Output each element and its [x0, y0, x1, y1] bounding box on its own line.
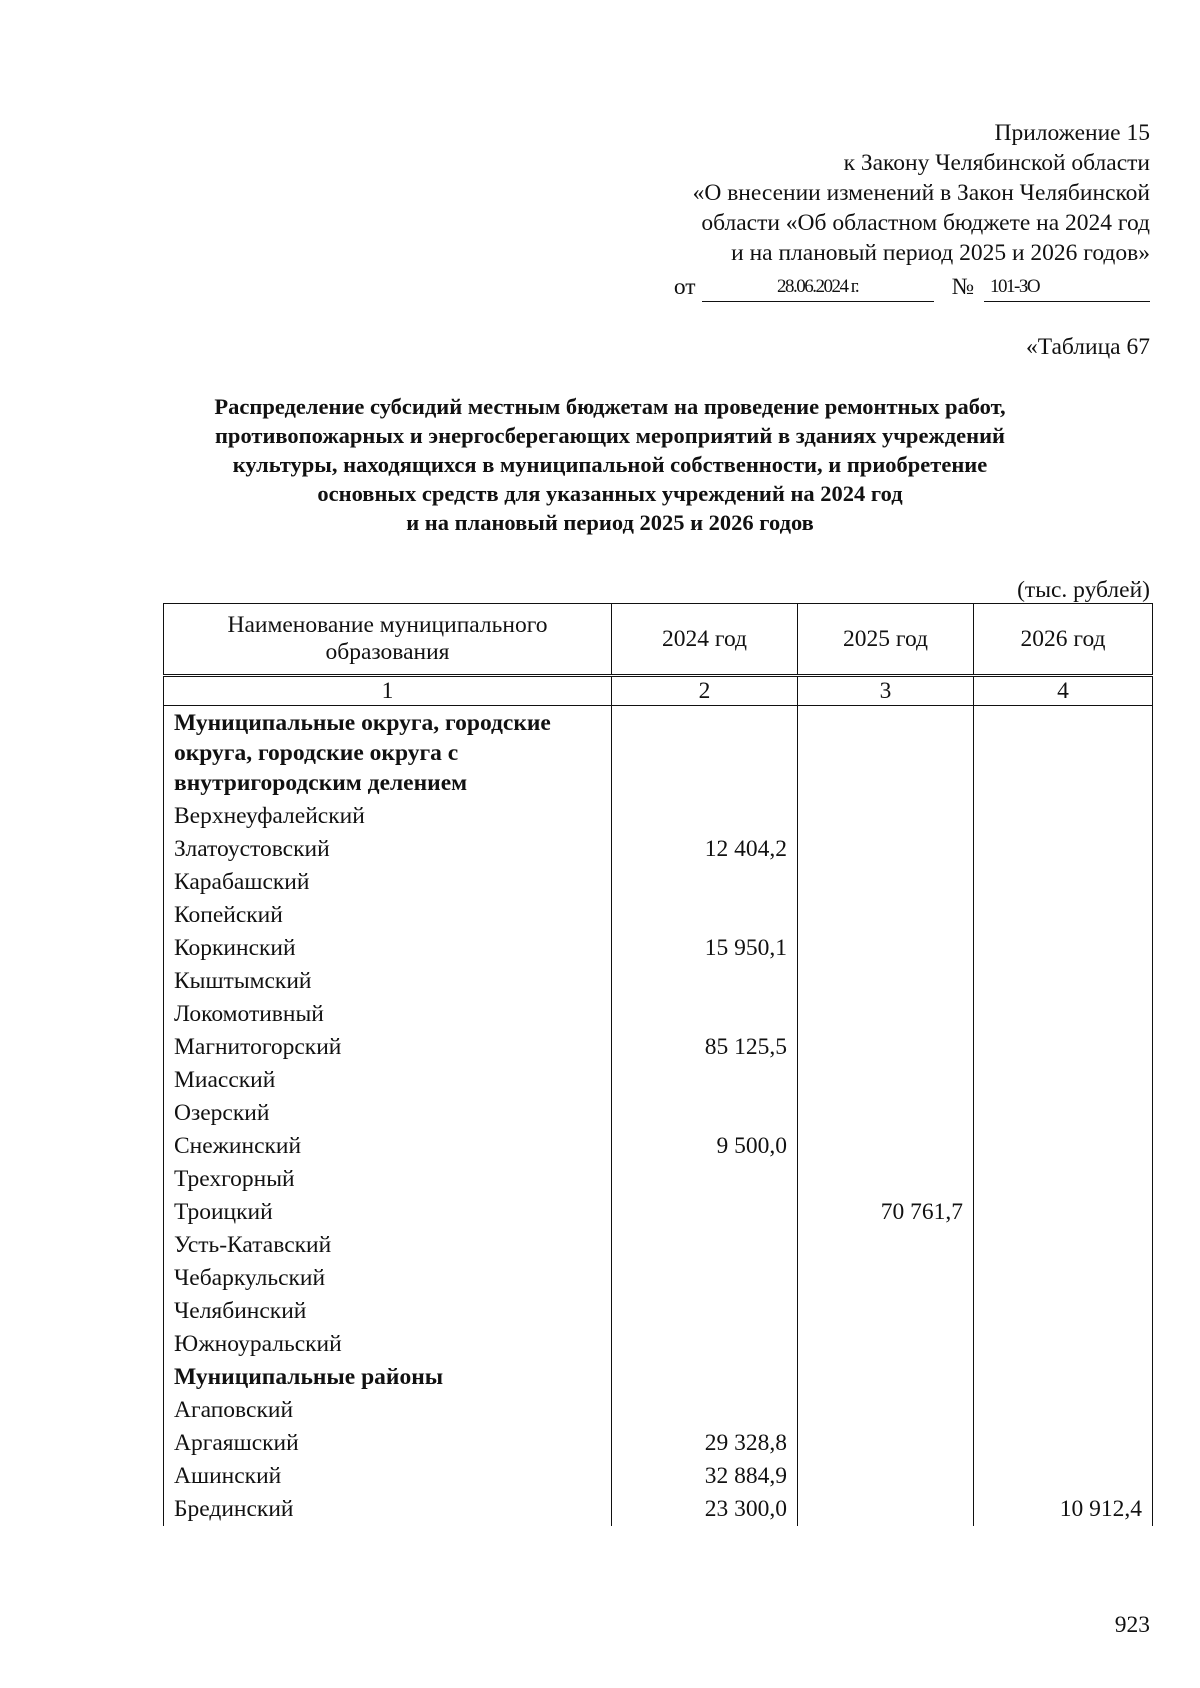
- value-2024: [612, 1229, 798, 1262]
- table-row: [164, 1229, 1153, 1262]
- value-2025: [798, 1064, 974, 1097]
- header-2026: 2026 год: [974, 604, 1153, 676]
- municipality-name: Трехгорный: [164, 1163, 612, 1196]
- column-number-row: [164, 676, 1153, 706]
- table-row: [164, 932, 1153, 965]
- date-prefix: от: [673, 274, 696, 300]
- municipality-name: Троицкий: [164, 1196, 612, 1229]
- value-2024: [612, 1196, 798, 1229]
- value-2024: [612, 1394, 798, 1427]
- value-2025: 70 761,7: [798, 1196, 974, 1229]
- table-header-row: [164, 604, 1153, 676]
- value-2024: 15 950,1: [612, 932, 798, 965]
- table-row: [164, 1262, 1153, 1295]
- value-2025: [798, 1460, 974, 1493]
- table-label: «Таблица 67: [1025, 334, 1150, 360]
- value-2026: [974, 932, 1153, 965]
- table-row: [164, 1031, 1153, 1064]
- value-2024: 9 500,0: [612, 1130, 798, 1163]
- municipality-name: Верхнеуфалейский: [164, 800, 612, 833]
- value-2024: 12 404,2: [612, 833, 798, 866]
- value-2025: [798, 1427, 974, 1460]
- value-2026: [974, 1328, 1153, 1361]
- value-2025: [798, 1031, 974, 1064]
- value-2026: [974, 998, 1153, 1031]
- value-2026: 10 912,4: [974, 1493, 1153, 1526]
- value-2026: [974, 866, 1153, 899]
- value-2024: [612, 1328, 798, 1361]
- header-line-1: Приложение 15: [994, 120, 1150, 146]
- law-number: 101-ЗО: [984, 274, 1150, 302]
- header-line-3: «О внесении изменений в Закон Челябинской: [692, 180, 1150, 206]
- title-line-4: основных средств для указанных учреждений на 2024 год: [317, 481, 903, 506]
- law-date: 28.06.2024 г.: [702, 274, 934, 302]
- value-2026: [974, 1427, 1153, 1460]
- municipality-name: Усть-Катавский: [164, 1229, 612, 1262]
- value-2024: 32 884,9: [612, 1460, 798, 1493]
- value-2025: [798, 1328, 974, 1361]
- municipality-name: Южноуральский: [164, 1328, 612, 1361]
- municipality-name: Снежинский: [164, 1130, 612, 1163]
- value-2024: [612, 998, 798, 1031]
- title-line-5: и на плановый период 2025 и 2026 годов: [406, 510, 814, 535]
- municipality-name: Озерский: [164, 1097, 612, 1130]
- column-number: 2: [612, 676, 798, 706]
- document-title: [150, 392, 1070, 537]
- value-2024: [612, 866, 798, 899]
- value-2025: [798, 1493, 974, 1526]
- value-2026: [974, 1394, 1153, 1427]
- municipality-name: Ашинский: [164, 1460, 612, 1493]
- value-2024: [612, 1295, 798, 1328]
- value-2026: [974, 1460, 1153, 1493]
- table-row: [164, 1460, 1153, 1493]
- group-title: Муниципальные районы: [164, 1361, 612, 1394]
- value-2025: [798, 932, 974, 965]
- table-row: [164, 1196, 1153, 1229]
- value-2026: [974, 800, 1153, 833]
- value-2025: [798, 965, 974, 998]
- number-prefix: №: [951, 274, 974, 300]
- title-line-3: культуры, находящихся в муниципальной собственности, и приобретение: [232, 452, 988, 477]
- units-label: (тыс. рублей): [1017, 577, 1150, 603]
- table-row: [164, 1394, 1153, 1427]
- value-2024: [612, 1097, 798, 1130]
- value-2026: [974, 1130, 1153, 1163]
- value-2026: [974, 1097, 1153, 1130]
- table-row: [164, 1163, 1153, 1196]
- value-2025: [798, 1394, 974, 1427]
- value-2025: [798, 1262, 974, 1295]
- value-2024: [612, 1262, 798, 1295]
- header-line-5: и на плановый период 2025 и 2026 годов»: [731, 240, 1150, 266]
- municipality-name: Челябинский: [164, 1295, 612, 1328]
- table-row: [164, 965, 1153, 998]
- value-2024: [612, 1064, 798, 1097]
- column-number: 4: [974, 676, 1153, 706]
- table-row: [164, 998, 1153, 1031]
- municipality-name: Копейский: [164, 899, 612, 932]
- value-2026: [974, 1031, 1153, 1064]
- table-row: [164, 899, 1153, 932]
- municipality-name: Кыштымский: [164, 965, 612, 998]
- value-2025: [798, 800, 974, 833]
- column-number: 1: [164, 676, 612, 706]
- value-2026: [974, 1064, 1153, 1097]
- header-municipality: Наименование муниципального образования: [164, 604, 612, 676]
- value-2026: [974, 833, 1153, 866]
- header-2025: 2025 год: [798, 604, 974, 676]
- value-2025: [798, 1295, 974, 1328]
- group-row-districts: [164, 1361, 1153, 1394]
- value-2024: [612, 965, 798, 998]
- municipality-name: Миасский: [164, 1064, 612, 1097]
- header-line-4: области «Об областном бюджете на 2024 год: [701, 210, 1150, 236]
- municipality-name: Златоустовский: [164, 833, 612, 866]
- value-2025: [798, 833, 974, 866]
- table-body: [164, 706, 1153, 1527]
- title-line-1: Распределение субсидий местным бюджетам на проведение ремонтных работ,: [214, 394, 1006, 419]
- municipality-name: Аргаяшский: [164, 1427, 612, 1460]
- value-2025: [798, 1097, 974, 1130]
- municipality-name: Магнитогорский: [164, 1031, 612, 1064]
- column-number: 3: [798, 676, 974, 706]
- value-2025: [798, 1229, 974, 1262]
- municipality-name: Брединский: [164, 1493, 612, 1526]
- value-2024: 29 328,8: [612, 1427, 798, 1460]
- table-row: [164, 1295, 1153, 1328]
- municipality-name: Локомотивный: [164, 998, 612, 1031]
- value-2026: [974, 1295, 1153, 1328]
- value-2026: [974, 899, 1153, 932]
- table-row: [164, 1064, 1153, 1097]
- value-2025: [798, 866, 974, 899]
- value-2024: [612, 899, 798, 932]
- municipality-name: Чебаркульский: [164, 1262, 612, 1295]
- table-row: [164, 1493, 1153, 1526]
- value-2026: [974, 1262, 1153, 1295]
- group-row-urban: [164, 706, 1153, 801]
- law-date-number: [674, 270, 1150, 302]
- table-row: [164, 1097, 1153, 1130]
- municipality-name: Коркинский: [164, 932, 612, 965]
- municipality-name: Карабашский: [164, 866, 612, 899]
- value-2026: [974, 1229, 1153, 1262]
- value-2026: [974, 965, 1153, 998]
- value-2024: [612, 1163, 798, 1196]
- page-number: 923: [1114, 1612, 1150, 1638]
- value-2024: [612, 800, 798, 833]
- group-title: Муниципальные округа, городские округа, городские округа с внутригородским делением: [164, 706, 612, 801]
- title-line-2: противопожарных и энергосберегающих мероприятий в зданиях учреждений: [214, 423, 1006, 448]
- municipality-name: Агаповский: [164, 1394, 612, 1427]
- header-line-2: к Закону Челябинской области: [843, 150, 1150, 176]
- table-row: [164, 800, 1153, 833]
- value-2026: [974, 1196, 1153, 1229]
- header-2024: 2024 год: [612, 604, 798, 676]
- appendix-header: [550, 118, 1150, 268]
- table-row: [164, 1328, 1153, 1361]
- table-row: [164, 833, 1153, 866]
- value-2025: [798, 1163, 974, 1196]
- value-2025: [798, 899, 974, 932]
- table-row: [164, 1427, 1153, 1460]
- value-2025: [798, 1130, 974, 1163]
- value-2026: [974, 1163, 1153, 1196]
- table-row: [164, 1130, 1153, 1163]
- value-2025: [798, 998, 974, 1031]
- value-2024: 85 125,5: [612, 1031, 798, 1064]
- table-row: [164, 866, 1153, 899]
- value-2024: 23 300,0: [612, 1493, 798, 1526]
- subsidy-table: [163, 603, 1152, 1526]
